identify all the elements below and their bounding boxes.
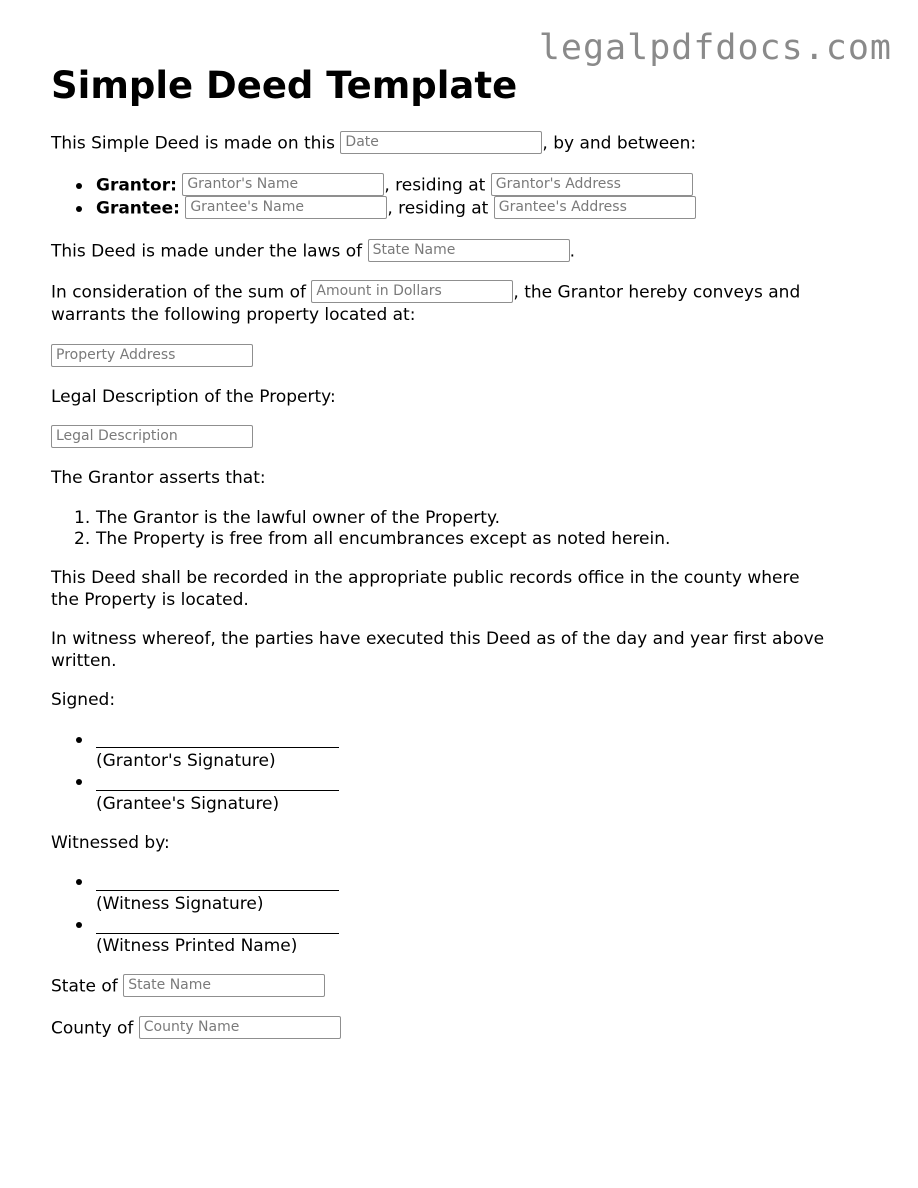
- witness-printed-name-label: (Witness Printed Name): [96, 936, 298, 956]
- legal-description-row: [51, 426, 253, 449]
- witness-whereof-line-2: written.: [51, 651, 117, 671]
- legal-description-heading: Legal Description of the Property:: [51, 387, 336, 407]
- list-number: 2.: [74, 529, 91, 549]
- amount-input[interactable]: Amount in Dollars: [311, 280, 513, 303]
- witnessed-heading: Witnessed by:: [51, 833, 170, 853]
- grantor-line: [96, 174, 693, 197]
- date-input[interactable]: Date: [340, 131, 542, 154]
- property-address-row: [51, 345, 253, 368]
- grantor-signature-line[interactable]: [96, 747, 339, 748]
- laws-text: This Deed is made under the laws of: [51, 241, 363, 262]
- grantor-name-input[interactable]: Grantor's Name: [182, 173, 384, 196]
- witness-signature-line[interactable]: [96, 890, 339, 891]
- grantor-label: Grantor:: [96, 175, 177, 196]
- page-title: Simple Deed Template: [51, 64, 518, 107]
- laws-line: [51, 240, 575, 263]
- consideration-text: In consideration of the sum of: [51, 282, 306, 303]
- laws-text-after: .: [569, 241, 575, 262]
- recorded-paragraph-line-1: This Deed shall be recorded in the appropriate public records office in the county where: [51, 568, 800, 588]
- state-of-label: State of: [51, 976, 118, 997]
- residing-text: , residing at: [384, 175, 486, 196]
- residing-text: , residing at: [387, 198, 489, 219]
- bullet: [76, 183, 82, 189]
- consideration-line: [51, 281, 800, 304]
- consideration-text-after: , the Grantor hereby conveys and: [513, 282, 801, 303]
- property-address-input[interactable]: Property Address: [51, 344, 253, 367]
- bullet: [76, 206, 82, 212]
- intro-line: [51, 132, 696, 155]
- bullet: [76, 779, 82, 785]
- consideration-line-2: warrants the following property located at:: [51, 305, 416, 325]
- asserts-heading: The Grantor asserts that:: [51, 468, 266, 488]
- assertion-item: The Grantor is the lawful owner of the Property.: [96, 508, 500, 528]
- grantee-name-input[interactable]: Grantee's Name: [185, 196, 387, 219]
- recorded-paragraph-line-2: the Property is located.: [51, 590, 249, 610]
- bullet: [76, 737, 82, 743]
- state-of-line: [51, 975, 325, 998]
- grantor-address-input[interactable]: Grantor's Address: [491, 173, 693, 196]
- county-of-line: [51, 1017, 341, 1040]
- witness-printed-name-line[interactable]: [96, 933, 339, 934]
- bullet: [76, 879, 82, 885]
- legal-description-input[interactable]: Legal Description: [51, 425, 253, 448]
- intro-text-after: , by and between:: [542, 133, 697, 154]
- assertion-item: The Property is free from all encumbrances except as noted herein.: [96, 529, 671, 549]
- witness-whereof-line-1: In witness whereof, the parties have executed this Deed as of the day and year first above: [51, 629, 825, 649]
- signed-heading: Signed:: [51, 690, 116, 710]
- grantee-signature-line[interactable]: [96, 790, 339, 791]
- bullet: [76, 922, 82, 928]
- county-of-label: County of: [51, 1018, 134, 1039]
- list-number: 1.: [74, 508, 91, 528]
- grantee-label: Grantee:: [96, 198, 180, 219]
- grantor-signature-label: (Grantor's Signature): [96, 751, 276, 771]
- intro-text: This Simple Deed is made on this: [51, 133, 336, 154]
- watermark: legalpdfdocs.com: [538, 28, 892, 68]
- county-of-input[interactable]: County Name: [139, 1016, 341, 1039]
- state-name-input[interactable]: State Name: [368, 239, 570, 262]
- witness-signature-label: (Witness Signature): [96, 894, 264, 914]
- grantee-line: [96, 197, 696, 220]
- grantee-address-input[interactable]: Grantee's Address: [494, 196, 696, 219]
- state-of-input[interactable]: State Name: [123, 974, 325, 997]
- grantee-signature-label: (Grantee's Signature): [96, 794, 280, 814]
